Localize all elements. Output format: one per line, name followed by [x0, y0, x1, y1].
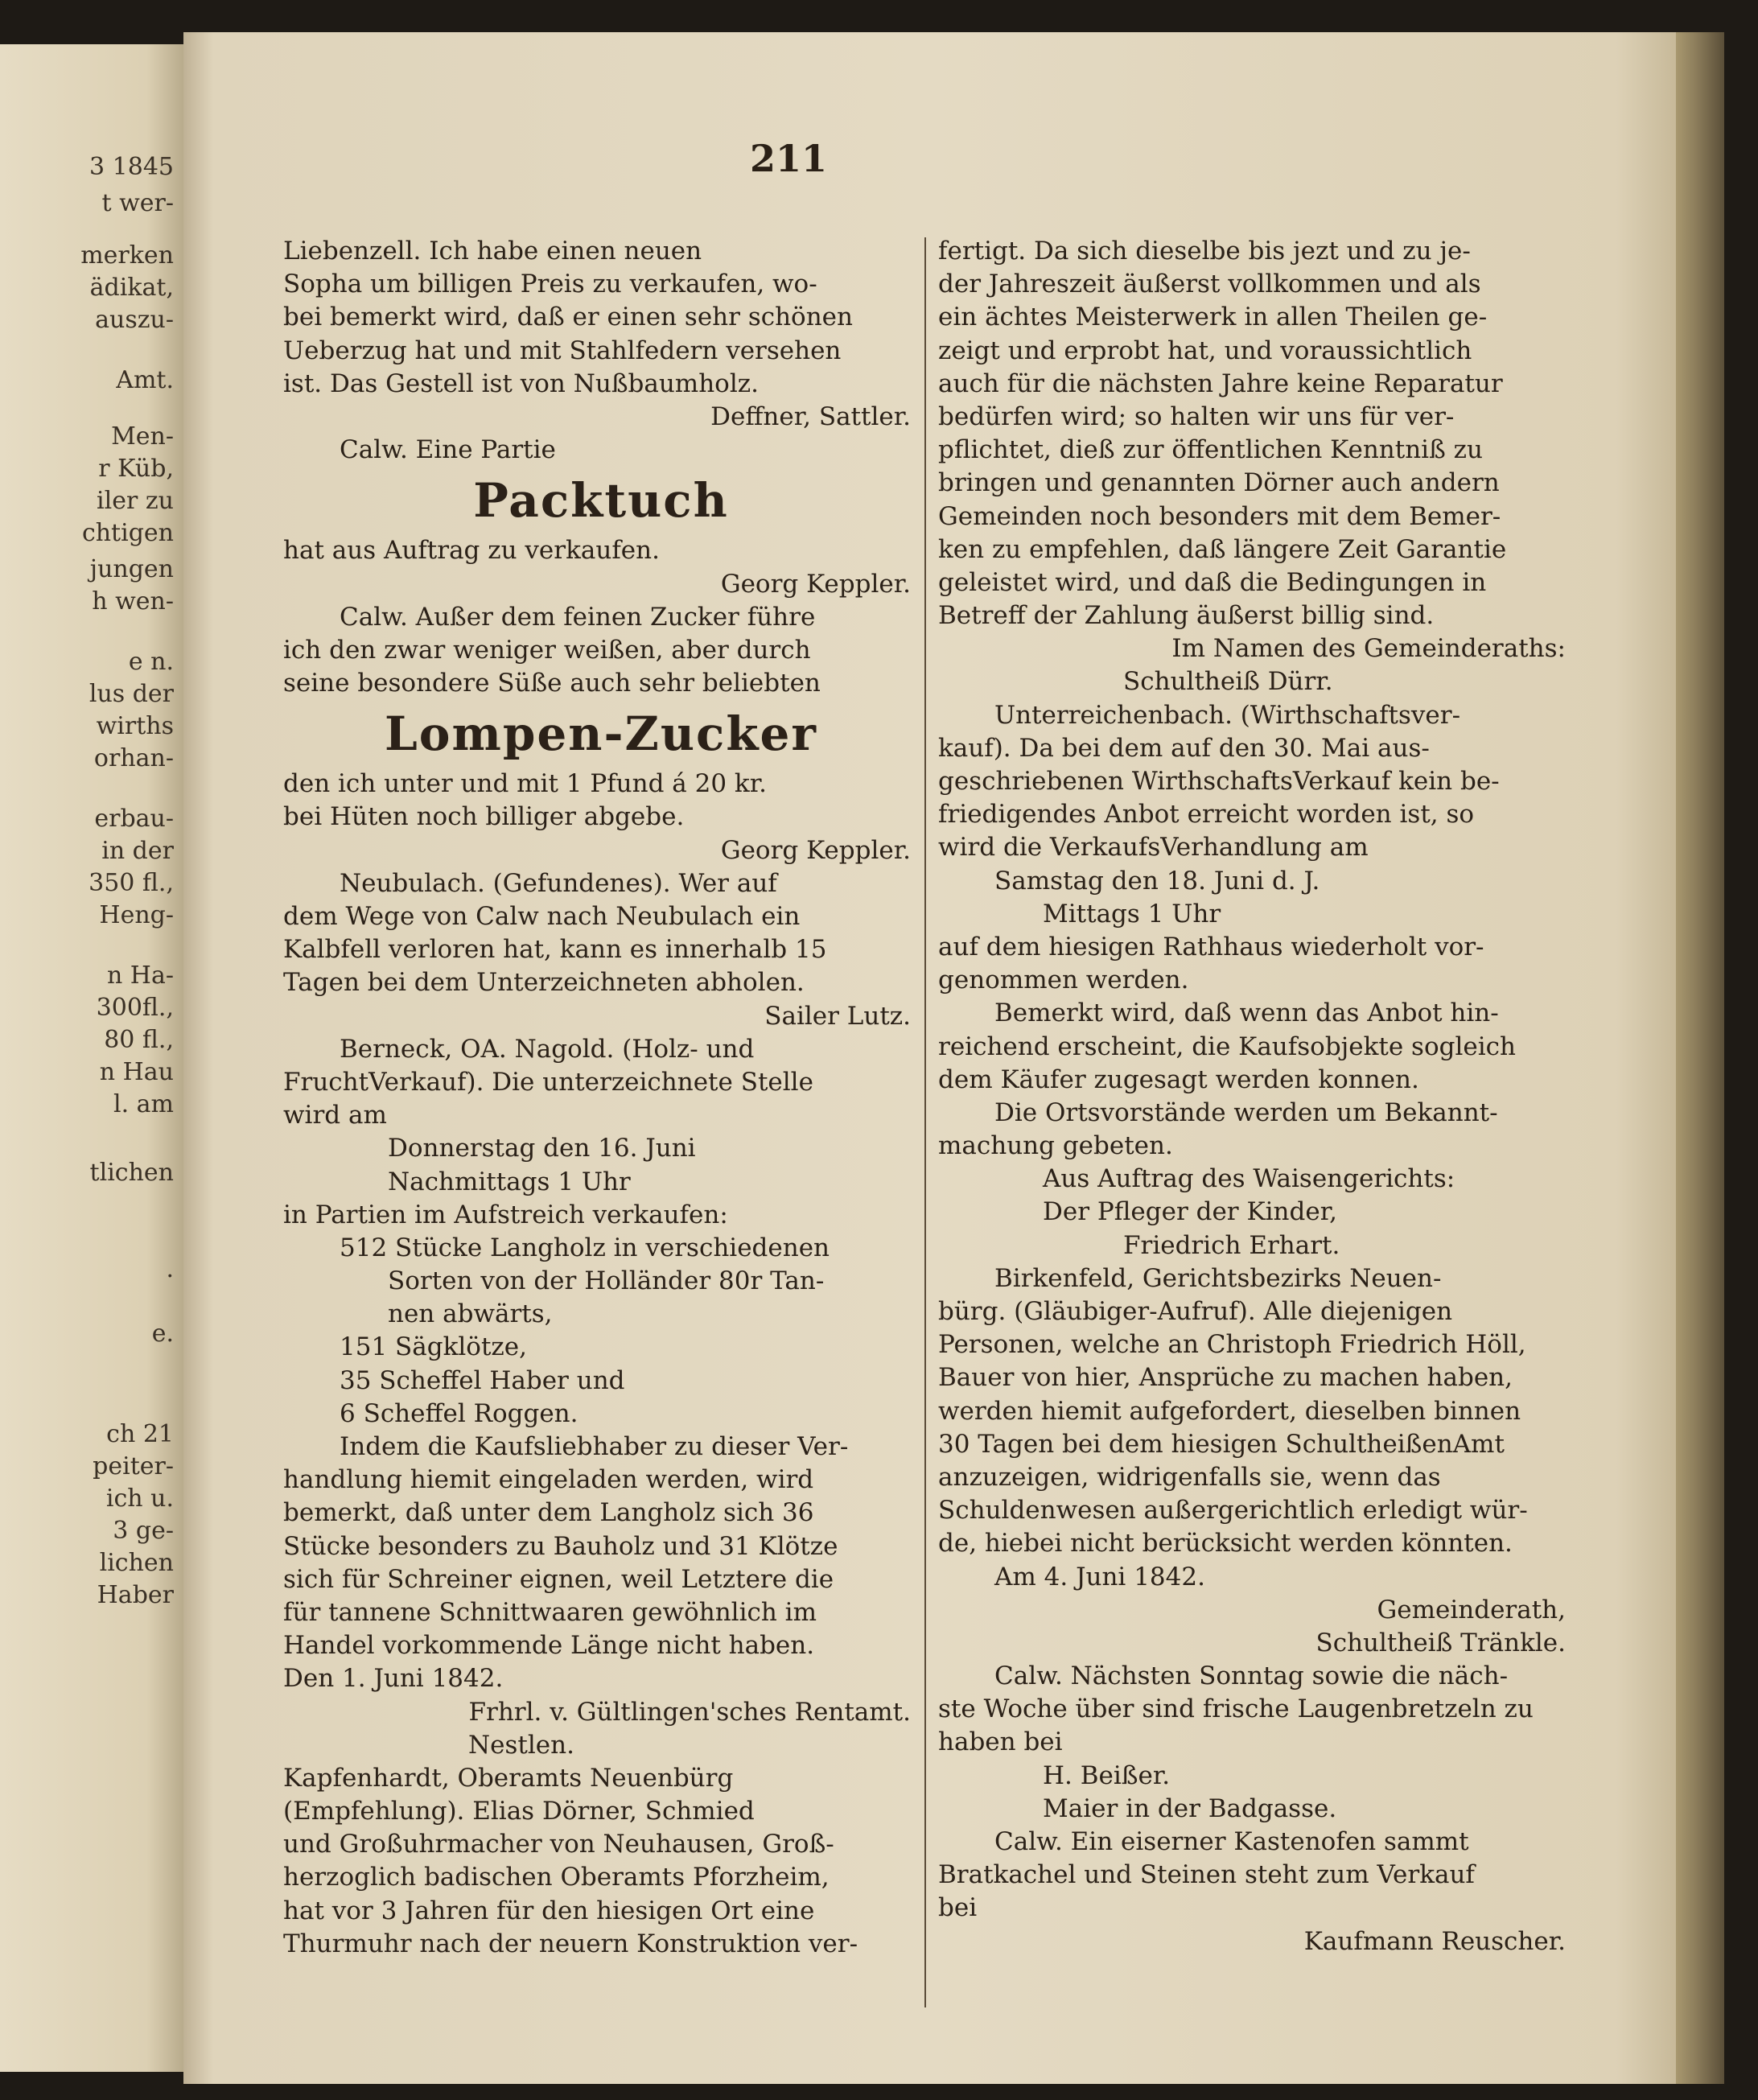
text-line: handlung hiemit eingeladen werden, wird — [283, 1465, 814, 1495]
column-divider — [924, 237, 926, 2007]
ad-headline: Packtuch — [473, 473, 729, 529]
text-line: Calw. Eine Partie — [340, 435, 556, 465]
text-line: bei Hüten noch billiger abgebe. — [283, 802, 685, 832]
left-page-text: lichen — [99, 1549, 174, 1577]
left-page-text: . — [166, 1255, 174, 1283]
left-page-text: peiter- — [93, 1452, 174, 1480]
left-page-text: 80 fl., — [104, 1026, 174, 1054]
text-line: Nachmittags 1 Uhr — [388, 1167, 631, 1196]
text-line: Georg Keppler. — [720, 569, 911, 599]
text-line: bei — [938, 1893, 978, 1923]
text-line: Gemeinderath, — [1377, 1595, 1566, 1624]
left-page-text: ädikat, — [89, 274, 174, 302]
text-line: genommen werden. — [938, 966, 1189, 995]
text-line: FruchtVerkauf). Die unterzeichnete Stelle — [283, 1067, 813, 1097]
left-page-text: orhan- — [93, 744, 174, 772]
text-line: Liebenzell. Ich habe einen neuen — [283, 237, 702, 266]
text-line: Neubulach. (Gefundenes). Wer auf — [340, 868, 777, 898]
text-line: Stücke besonders zu Bauholz und 31 Klötze — [283, 1531, 838, 1561]
text-line: Birkenfeld, Gerichtsbezirks Neuen- — [994, 1263, 1442, 1293]
left-page-text: lus der — [89, 680, 174, 708]
text-line: Bauer von hier, Ansprüche zu machen haben, — [938, 1363, 1513, 1393]
text-line: für tannene Schnittwaaren gewöhnlich im — [283, 1597, 817, 1627]
text-line: Sopha um billigen Preis zu verkaufen, wo- — [283, 270, 817, 299]
text-line: Aus Auftrag des Waisengerichts: — [1043, 1164, 1455, 1194]
text-line: bedürfen wird; so halten wir uns für ver- — [938, 401, 1455, 431]
text-line: herzoglich badischen Oberamts Pforzheim, — [283, 1863, 830, 1892]
text-line: Kaufmann Reuscher. — [1303, 1926, 1566, 1956]
text-line: Berneck, OA. Nagold. (Holz- und — [340, 1034, 755, 1064]
left-page-text: 350 fl., — [89, 869, 174, 897]
left-page-text: l. am — [113, 1090, 174, 1118]
text-line: geschriebenen WirthschaftsVerkauf kein be- — [938, 767, 1500, 796]
text-line: Sailer Lutz. — [764, 1001, 911, 1031]
text-line: geleistet wird, und daß die Bedingungen in — [938, 567, 1487, 597]
left-page-text: merken — [80, 241, 174, 270]
text-line: Den 1. Juni 1842. — [283, 1664, 504, 1694]
text-line: Calw. Nächsten Sonntag sowie die näch- — [994, 1661, 1509, 1691]
text-line: Kalbfell verloren hat, kann es innerhalb 15 — [283, 935, 827, 965]
page-edge — [1676, 32, 1724, 2084]
text-line: Maier in der Badgasse. — [1043, 1793, 1337, 1823]
text-line: sich für Schreiner eignen, weil Letztere die — [283, 1564, 834, 1594]
left-page-text: ich u. — [105, 1484, 174, 1513]
text-line: Schultheiß Tränkle. — [1315, 1628, 1566, 1657]
text-line: Frhrl. v. Gültlingen'sches Rentamt. — [468, 1697, 911, 1727]
text-line: bemerkt, daß unter dem Langholz sich 36 — [283, 1498, 814, 1528]
text-line: kauf). Da bei dem auf den 30. Mai aus- — [938, 733, 1430, 763]
text-line: machung gebeten. — [938, 1131, 1173, 1161]
page-number: 211 — [749, 137, 828, 180]
left-page-text: auszu- — [95, 306, 174, 334]
text-line: Am 4. Juni 1842. — [994, 1562, 1205, 1591]
text-line: 30 Tagen bei dem hiesigen SchultheißenAmt — [938, 1429, 1505, 1459]
text-line: fertigt. Da sich dieselbe bis jezt und zu je- — [938, 237, 1471, 266]
left-page-text: iler zu — [97, 487, 174, 515]
text-line: Schultheiß Dürr. — [1123, 667, 1333, 697]
text-line: bei bemerkt wird, daß er einen sehr schönen — [283, 303, 853, 332]
left-page-text: jungen — [89, 555, 174, 583]
text-line: bringen und genannten Dörner auch andern — [938, 468, 1500, 498]
left-page-text: tlichen — [89, 1159, 174, 1187]
text-line: ein ächtes Meisterwerk in allen Theilen ge- — [938, 303, 1488, 332]
text-line: Calw. Außer dem feinen Zucker führe — [340, 602, 816, 632]
left-page-text: h wen- — [92, 587, 174, 616]
text-line: ken zu empfehlen, daß längere Zeit Garantie — [938, 534, 1507, 564]
text-line: Nestlen. — [468, 1730, 574, 1760]
text-line: Personen, welche an Christoph Friedrich Höll, — [938, 1330, 1526, 1360]
text-line: 151 Sägklötze, — [340, 1332, 527, 1362]
left-page-text: e. — [151, 1320, 174, 1348]
left-page-fragment — [0, 44, 183, 2072]
text-line: H. Beißer. — [1043, 1760, 1171, 1790]
text-line: Deffner, Sattler. — [710, 401, 911, 431]
left-page-text: r Küb, — [98, 455, 174, 483]
text-line: Die Ortsvorstände werden um Bekannt- — [994, 1097, 1498, 1127]
text-line: (Empfehlung). Elias Dörner, Schmied — [283, 1797, 755, 1826]
text-line: Bratkachel und Steinen steht zum Verkauf — [938, 1860, 1475, 1890]
left-page-text: 300fl., — [96, 994, 174, 1022]
text-line: ste Woche über sind frische Laugenbretzeln zu — [938, 1694, 1534, 1724]
text-line: Unterreichenbach. (Wirthschaftsver- — [994, 700, 1461, 730]
text-line: zeigt und erprobt hat, und voraussichtlich — [938, 336, 1472, 365]
text-line: nen abwärts, — [388, 1299, 553, 1329]
left-page-text: e n. — [128, 648, 174, 676]
text-line: 512 Stücke Langholz in verschiedenen — [340, 1233, 830, 1262]
text-line: Tagen bei dem Unterzeichneten abholen. — [283, 968, 805, 998]
left-column — [283, 235, 919, 1961]
left-page-text: wirths — [96, 712, 174, 740]
text-line: ich den zwar weniger weißen, aber durch — [283, 635, 811, 665]
text-line: auch für die nächsten Jahre keine Reparatur — [938, 369, 1503, 398]
text-line: in Partien im Aufstreich verkaufen: — [283, 1200, 728, 1229]
text-line: Donnerstag den 16. Juni — [388, 1134, 696, 1163]
left-page-text: ch 21 — [106, 1420, 174, 1448]
text-line: werden hiemit aufgefordert, dieselben binnen — [938, 1396, 1521, 1426]
text-line: seine besondere Süße auch sehr beliebten — [283, 669, 821, 698]
text-line: hat aus Auftrag zu verkaufen. — [283, 536, 660, 566]
text-line: Samstag den 18. Juni d. J. — [994, 866, 1320, 896]
text-line: Thurmuhr nach der neuern Konstruktion ver- — [283, 1929, 858, 1958]
left-page-text: Amt. — [116, 366, 174, 394]
text-line: bürg. (Gläubiger-Aufruf). Alle diejenigen — [938, 1297, 1453, 1326]
left-page-text: chtigen — [81, 519, 174, 547]
text-line: Der Pfleger der Kinder, — [1043, 1197, 1337, 1227]
text-line: anzuzeigen, widrigenfalls sie, wenn das — [938, 1462, 1441, 1492]
text-line: ist. Das Gestell ist von Nußbaumholz. — [283, 369, 759, 398]
text-line: Gemeinden noch besonders mit dem Bemer- — [938, 501, 1501, 531]
text-line: Betreff der Zahlung äußerst billig sind. — [938, 601, 1435, 631]
text-line: pflichtet, dieß zur öffentlichen Kenntniß zu — [938, 435, 1483, 465]
left-page-text: in der — [101, 837, 174, 865]
right-column — [938, 235, 1574, 1958]
left-page-text: n Ha- — [106, 961, 174, 990]
text-line: Im Namen des Gemeinderaths: — [1171, 634, 1566, 664]
text-line: hat vor 3 Jahren für den hiesigen Ort eine — [283, 1896, 815, 1925]
text-line: wird die VerkaufsVerhandlung am — [938, 833, 1369, 863]
text-line: friedigendes Anbot erreicht worden ist, so — [938, 800, 1475, 830]
text-line: Sorten von der Holländer 80r Tan- — [388, 1266, 825, 1296]
left-page-text: t wer- — [101, 189, 174, 217]
text-line: Calw. Ein eiserner Kastenofen sammt — [994, 1827, 1469, 1856]
text-line: auf dem hiesigen Rathhaus wiederholt vor- — [938, 932, 1484, 961]
text-line: Bemerkt wird, daß wenn das Anbot hin- — [994, 999, 1499, 1028]
text-line: haben bei — [938, 1727, 1063, 1757]
text-line: Kapfenhardt, Oberamts Neuenbürg — [283, 1763, 734, 1793]
text-line: reichend erscheint, die Kaufsobjekte sogleich — [938, 1031, 1516, 1061]
text-line: 35 Scheffel Haber und — [340, 1365, 625, 1395]
text-line: Ueberzug hat und mit Stahlfedern versehen — [283, 336, 842, 365]
text-line: Schuldenwesen außergerichtlich erledigt wür- — [938, 1496, 1528, 1526]
left-page-text: Heng- — [99, 901, 174, 929]
left-page-text: Haber — [97, 1581, 174, 1609]
text-line: den ich unter und mit 1 Pfund á 20 kr. — [283, 769, 767, 799]
text-line: dem Wege von Calw nach Neubulach ein — [283, 902, 801, 931]
left-page-text: 3 1845 — [89, 153, 174, 181]
text-line: Friedrich Erhart. — [1123, 1230, 1340, 1260]
left-page-text: erbau- — [94, 805, 174, 833]
text-line: Mittags 1 Uhr — [1043, 899, 1221, 929]
text-line: Georg Keppler. — [720, 835, 911, 865]
text-line: Handel vorkommende Länge nicht haben. — [283, 1631, 815, 1661]
text-line: 6 Scheffel Roggen. — [340, 1398, 578, 1428]
text-line: wird am — [283, 1101, 387, 1130]
text-line: de, hiebei nicht berücksicht werden könnten. — [938, 1529, 1513, 1559]
left-page-text: Men- — [111, 422, 174, 451]
ad-headline: Lompen-Zucker — [384, 706, 817, 762]
left-page-text: 3 ge- — [113, 1517, 174, 1545]
text-line: dem Käufer zugesagt werden konnen. — [938, 1064, 1419, 1094]
text-line: Indem die Kaufsliebhaber zu dieser Ver- — [340, 1432, 849, 1461]
text-line: und Großuhrmacher von Neuhausen, Groß- — [283, 1830, 834, 1859]
left-page-text: n Hau — [99, 1058, 174, 1086]
text-line: der Jahreszeit äußerst vollkommen und als — [938, 270, 1481, 299]
